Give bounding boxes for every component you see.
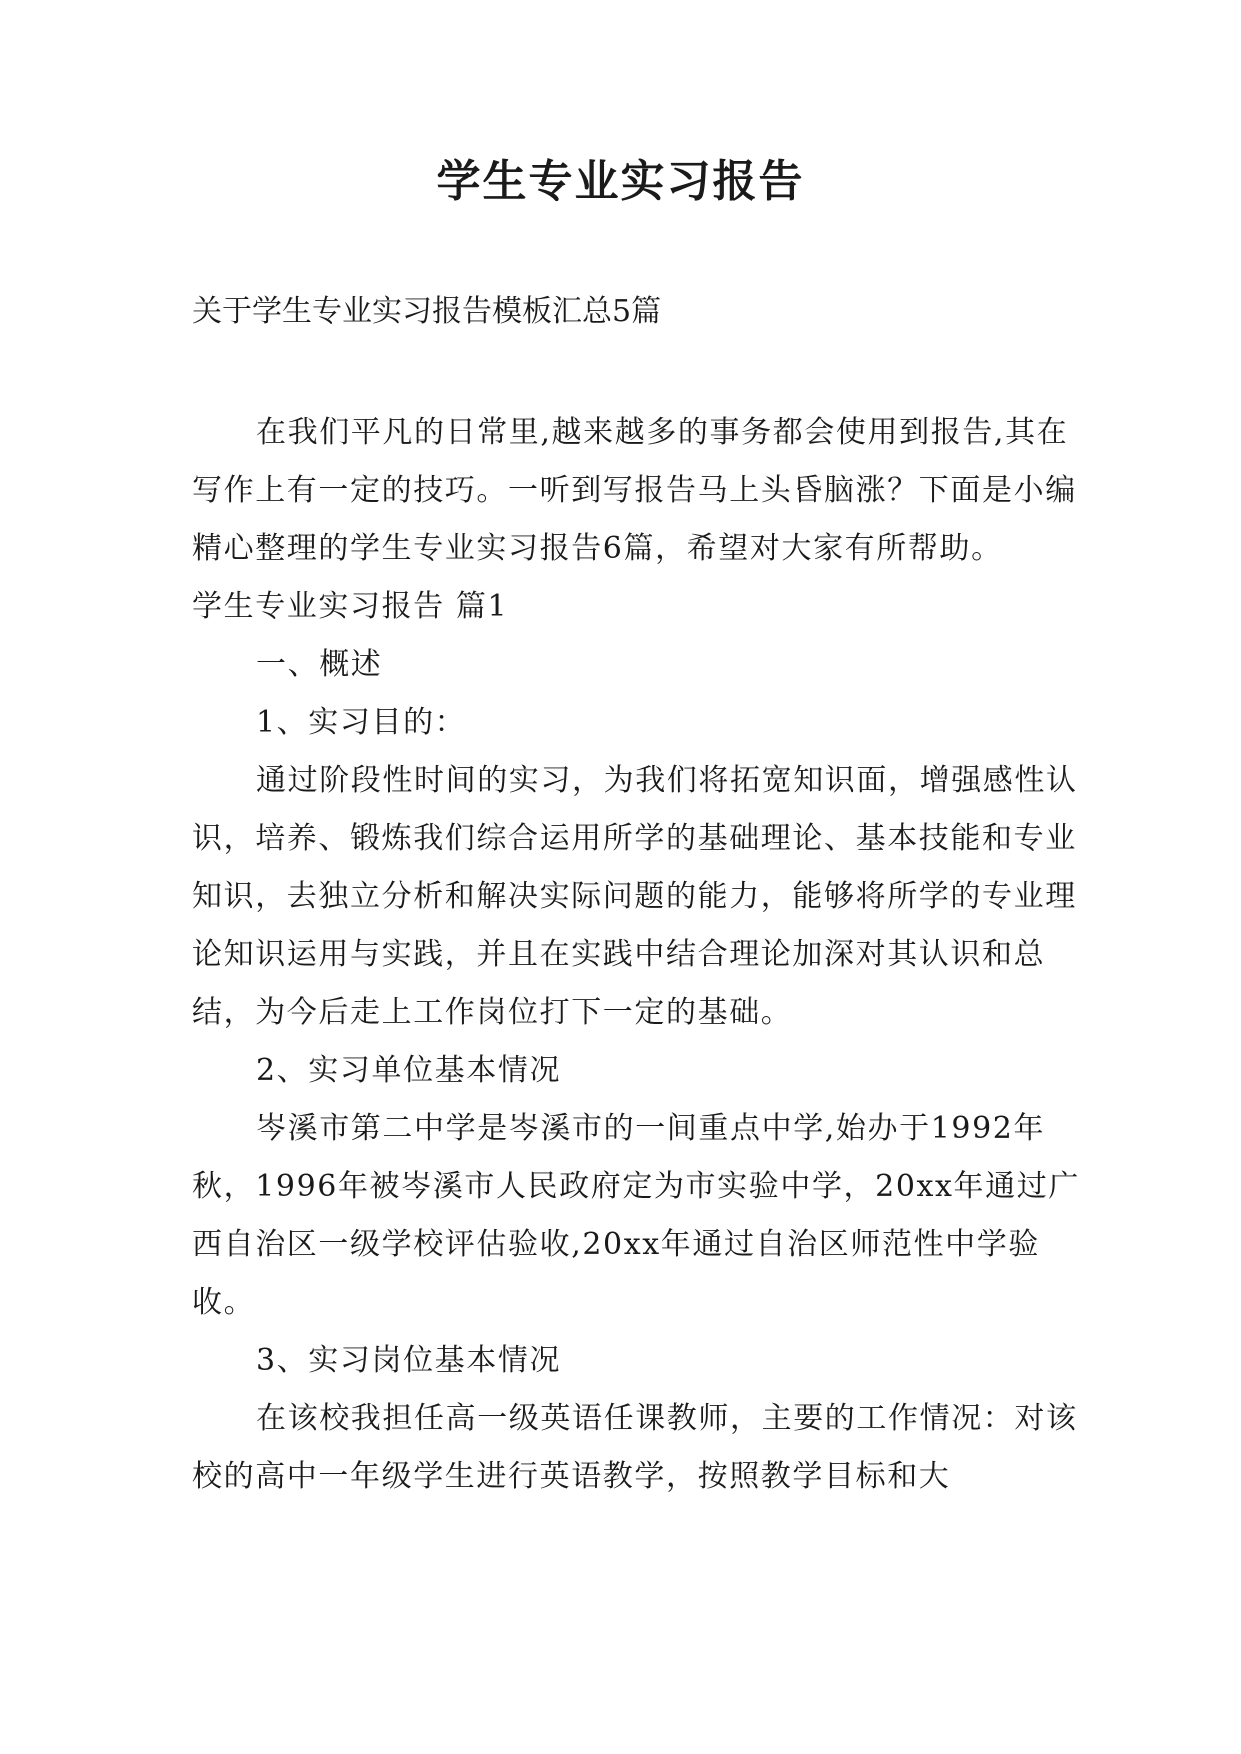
- purpose-heading: 1、实习目的：: [256, 705, 467, 740]
- document-title: 学生专业实习报告: [436, 156, 805, 207]
- document-body: [192, 404, 1082, 1506]
- document-subtitle: 关于学生专业实习报告模板汇总5篇: [192, 294, 662, 329]
- position-paragraph: 在该校我担任高一级英语任课教师，主要的工作情况：对该校的高中一年级学生进行英语教学，按照教学目标和大: [192, 1401, 1078, 1494]
- unit-heading: 2、实习单位基本情况: [256, 1053, 562, 1088]
- position-heading: 3、实习岗位基本情况: [256, 1343, 562, 1378]
- intro-paragraph: 在我们平凡的日常里,越来越多的事务都会使用到报告,其在写作上有一定的技巧。一听到写报告马上头昏脑涨？下面是小编精心整理的学生专业实习报告6篇，希望对大家有所帮助。: [192, 415, 1077, 566]
- purpose-paragraph: 通过阶段性时间的实习，为我们将拓宽知识面，增强感性认识，培养、锻炼我们综合运用所学的基础理论、基本技能和专业知识，去独立分析和解决实际问题的能力，能够将所学的专业理论知识运用与实践，并且在实践中结合理论加深对其认识和总结，为今后走上工作岗位打下一定的基础。: [192, 763, 1078, 1030]
- section-title: 学生专业实习报告 篇1: [192, 589, 509, 624]
- unit-paragraph: 岑溪市第二中学是岑溪市的一间重点中学,始办于1992年秋，1996年被岑溪市人民政府定为市实验中学，20xx年通过广西自治区一级学校评估验收,20xx年通过自治区师范性中学验收。: [192, 1111, 1080, 1320]
- overview-heading: 一、概述: [256, 647, 383, 682]
